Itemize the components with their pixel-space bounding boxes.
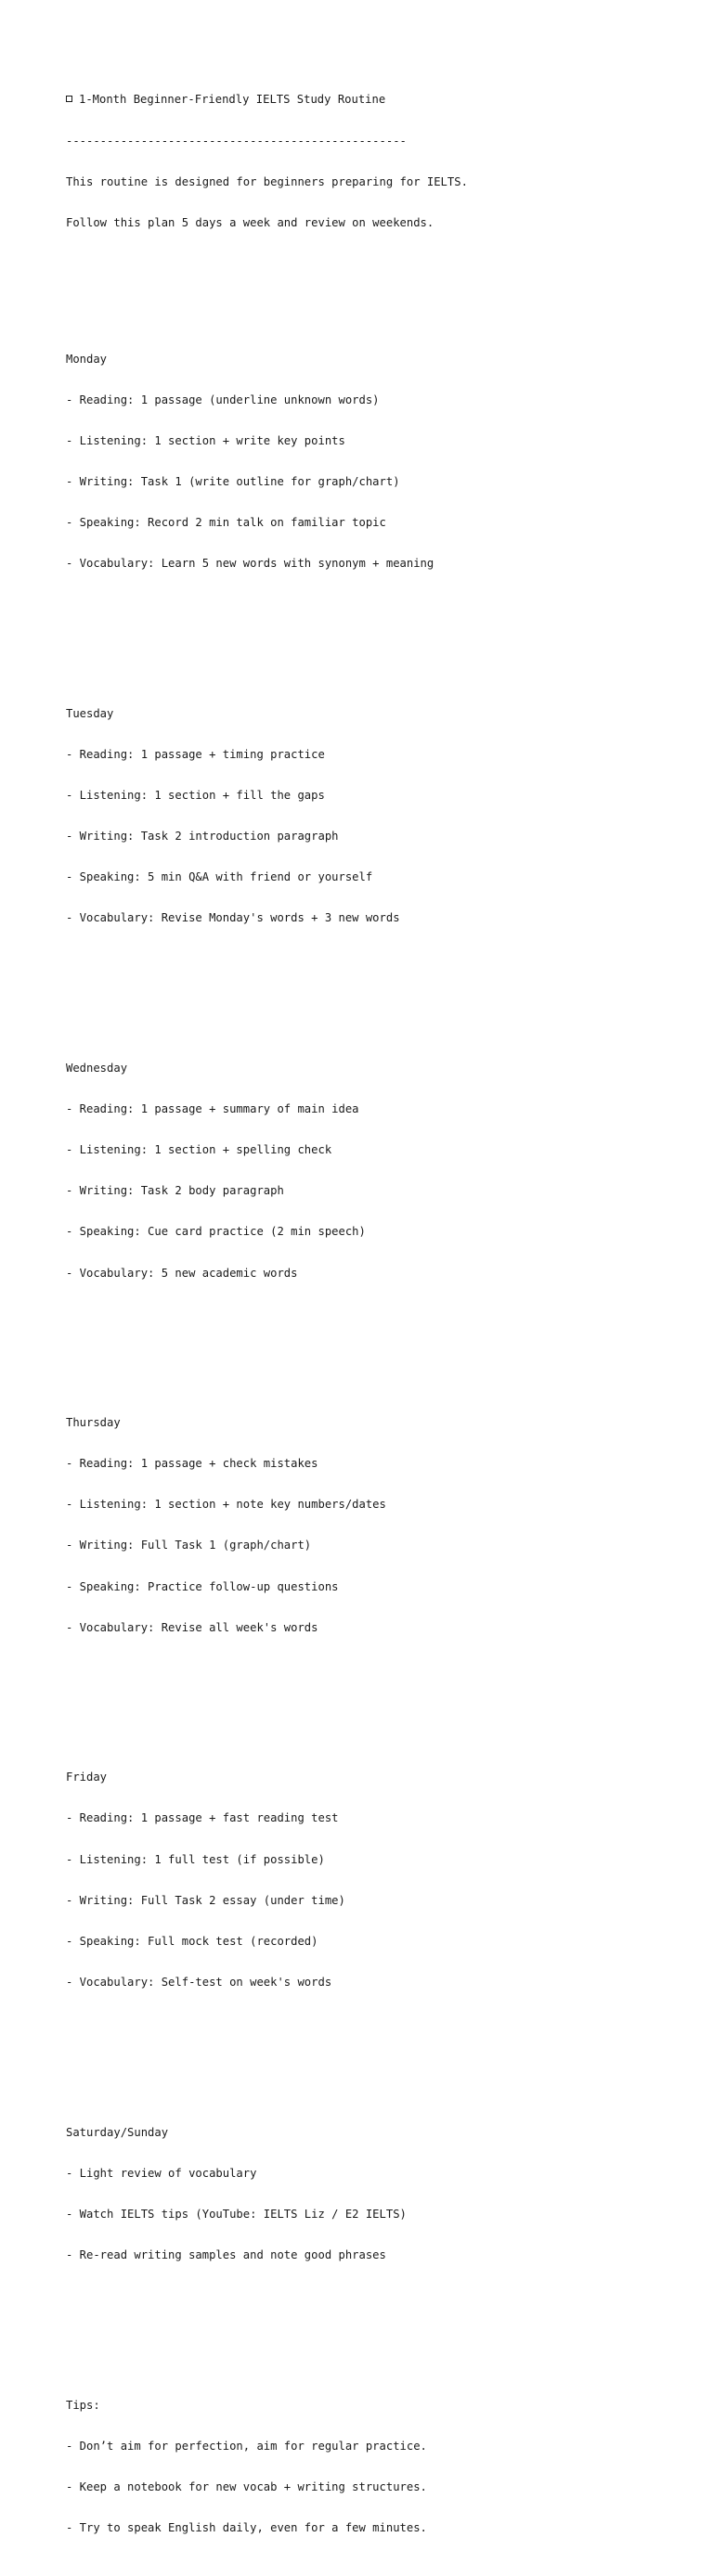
task-item: - Speaking: Cue card practice (2 min speech) — [66, 1225, 366, 1239]
title-divider: -------------------------------------------------- — [66, 134, 407, 148]
task-item: - Listening: 1 section + note key numbers/dates — [66, 1498, 386, 1512]
task-item: - Watch IELTS tips (YouTube: IELTS Liz / E2 IELTS) — [66, 2207, 407, 2221]
document-title-line — [66, 93, 697, 107]
intro-line: Follow this plan 5 days a week and review on weekends. — [66, 215, 434, 229]
task-item: - Reading: 1 passage + summary of main idea — [66, 1102, 359, 1116]
task-item: - Speaking: Record 2 min talk on familiar topic — [66, 516, 386, 530]
task-item: - Speaking: Full mock test (recorded) — [66, 1934, 318, 1948]
task-item: - Listening: 1 section + write key points — [66, 433, 345, 447]
spacer — [66, 625, 697, 639]
task-item: - Reading: 1 passage (underline unknown words) — [66, 393, 380, 406]
day-heading: Wednesday — [66, 1062, 128, 1075]
spacer — [66, 257, 697, 284]
tip-item: - Keep a notebook for new vocab + writing structures. — [66, 2479, 427, 2493]
tips-section — [66, 2371, 697, 2562]
task-item: - Writing: Task 1 (write outline for graph/chart) — [66, 474, 400, 488]
task-item: - Writing: Full Task 2 essay (under time) — [66, 1893, 345, 1907]
document-title: 1-Month Beginner-Friendly IELTS Study Routine — [79, 93, 386, 107]
spacer — [66, 2043, 697, 2057]
box-glyph-icon — [66, 96, 72, 102]
day-heading: Tuesday — [66, 706, 114, 720]
task-item: - Listening: 1 section + spelling check — [66, 1143, 332, 1157]
day-section-wednesday — [66, 1035, 697, 1307]
task-item: - Re-read writing samples and note good phrases — [66, 2248, 386, 2261]
task-item: - Reading: 1 passage + timing practice — [66, 747, 325, 761]
tips-heading: Tips: — [66, 2398, 100, 2412]
spacer — [66, 2316, 697, 2330]
task-item: - Reading: 1 passage + fast reading test — [66, 1811, 339, 1825]
day-section-friday — [66, 1744, 697, 2016]
tip-item: - Don’t aim for perfection, aim for regular practice. — [66, 2439, 427, 2453]
task-item: - Speaking: Practice follow-up questions — [66, 1579, 339, 1593]
day-heading: Saturday/Sunday — [66, 2125, 169, 2139]
day-section-thursday — [66, 1389, 697, 1662]
task-item: - Listening: 1 section + fill the gaps — [66, 789, 325, 803]
task-item: - Vocabulary: Revise Monday's words + 3 new words — [66, 911, 400, 925]
day-section-tuesday — [66, 679, 697, 952]
document-page — [66, 66, 697, 2576]
task-item: - Vocabulary: Revise all week's words — [66, 1620, 318, 1634]
task-item: - Speaking: 5 min Q&A with friend or yourself — [66, 870, 373, 884]
spacer — [66, 1689, 697, 1703]
task-item: - Light review of vocabulary — [66, 2166, 257, 2180]
task-item: - Writing: Full Task 1 (graph/chart) — [66, 1539, 312, 1552]
tip-item: - Try to speak English daily, even for a few minutes. — [66, 2520, 427, 2534]
spacer — [66, 1334, 697, 1348]
task-item: - Writing: Task 2 body paragraph — [66, 1184, 284, 1198]
task-item: - Vocabulary: Self-test on week's words — [66, 1975, 332, 1989]
day-heading: Friday — [66, 1771, 108, 1784]
day-section-weekend — [66, 2098, 697, 2289]
intro-line: This routine is designed for beginners preparing for IELTS. — [66, 174, 468, 188]
task-item: - Vocabulary: Learn 5 new words with synonym + meaning — [66, 557, 434, 571]
task-item: - Reading: 1 passage + check mistakes — [66, 1457, 318, 1471]
task-item: - Vocabulary: 5 new academic words — [66, 1266, 298, 1280]
day-heading: Monday — [66, 352, 108, 366]
day-section-monday — [66, 325, 697, 598]
day-heading: Thursday — [66, 1416, 121, 1430]
task-item: - Listening: 1 full test (if possible) — [66, 1852, 325, 1866]
task-item: - Writing: Task 2 introduction paragraph — [66, 830, 339, 844]
spacer — [66, 980, 697, 994]
